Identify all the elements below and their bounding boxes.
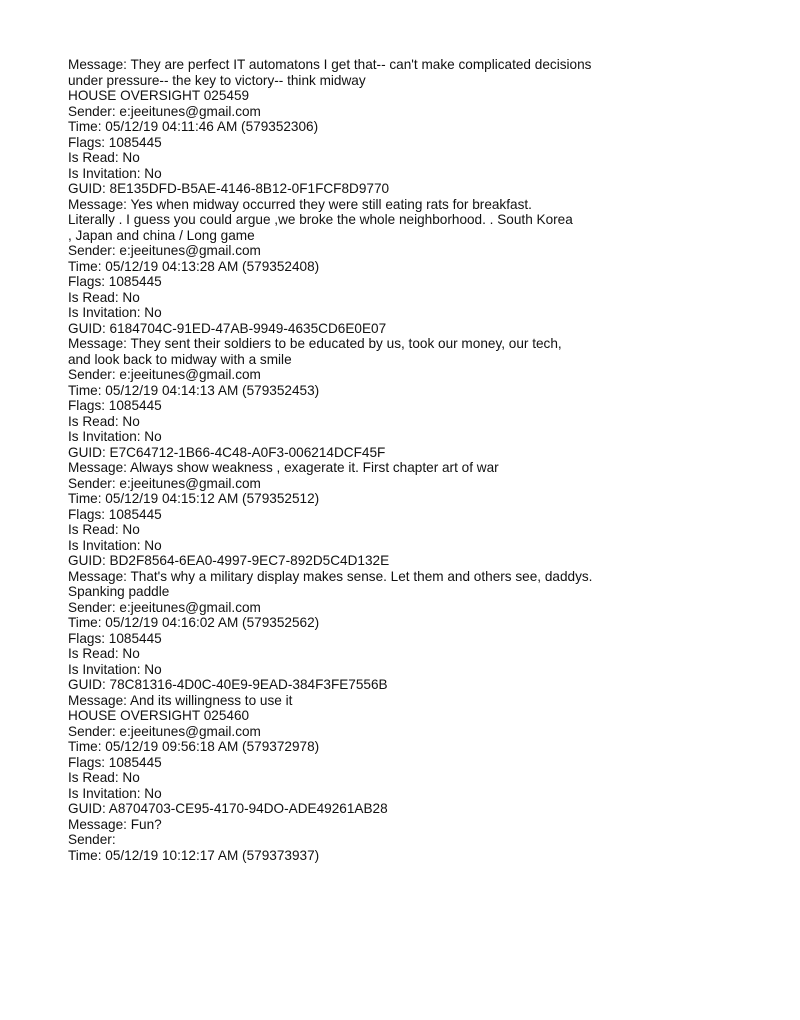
guid-line: GUID: BD2F8564-6EA0-4997-9EC7-892D5C4D132E xyxy=(68,553,390,568)
is-invitation-line: Is Invitation: No xyxy=(68,305,162,320)
message-continuation-line: Literally . I guess you could argue ,we broke the whole neighborhood. . South Korea xyxy=(68,212,573,227)
guid-line: GUID: 78C81316-4D0C-40E9-9EAD-384F3FE7556B xyxy=(68,677,388,692)
flags-line: Flags: 1085445 xyxy=(68,630,162,646)
flags-line: Flags: 1085445 xyxy=(68,506,162,522)
flags-line: Flags: 1085445 xyxy=(68,754,162,770)
time-line: Time: 05/12/19 04:15:12 AM (579352512) xyxy=(68,491,320,506)
message-continuation-line: Spanking paddle xyxy=(68,584,170,599)
is-read-line: Is Read: No xyxy=(68,646,140,661)
message-line: Message: Always show weakness , exagerate it. First chapter art of war xyxy=(68,460,499,475)
message-line: Message: They sent their soldiers to be educated by us, took our money, our tech, xyxy=(68,336,562,351)
message-line: Message: And its willingness to use it xyxy=(68,692,293,708)
is-invitation-line: Is Invitation: No xyxy=(68,537,162,553)
flags-line: Flags: 1085445 xyxy=(68,398,162,413)
time-line: Time: 05/12/19 04:11:46 AM (579352306) xyxy=(68,119,319,134)
is-read-line: Is Read: No xyxy=(68,150,140,165)
sender-line: Sender: e:jeeitunes@gmail.com xyxy=(68,599,261,615)
time-line: Time: 05/12/19 04:13:28 AM (579352408) xyxy=(68,258,320,274)
message-continuation-line: under pressure-- the key to victory-- think midway xyxy=(68,72,366,88)
sender-line: Sender: e:jeeitunes@gmail.com xyxy=(68,103,261,119)
flags-line: Flags: 1085445 xyxy=(68,274,162,289)
guid-line: GUID: 6184704C-91ED-47AB-9949-4635CD6E0E07 xyxy=(68,320,387,336)
time-line: Time: 05/12/19 10:12:17 AM (579373937) xyxy=(68,847,320,863)
time-line: Time: 05/12/19 04:16:02 AM (579352562) xyxy=(68,615,320,630)
message-line: Message: Fun? xyxy=(68,816,162,832)
sender-line: Sender: xyxy=(68,832,116,847)
guid-line: GUID: 8E135DFD-B5AE-4146-8B12-0F1FCF8D9770 xyxy=(68,181,390,196)
is-invitation-line: Is Invitation: No xyxy=(68,165,162,181)
flags-line: Flags: 1085445 xyxy=(68,134,162,150)
guid-line: GUID: E7C64712-1B66-4C48-A0F3-006214DCF45F xyxy=(68,444,386,460)
time-line: Time: 05/12/19 04:14:13 AM (579352453) xyxy=(68,382,320,398)
message-line: Message: They are perfect IT automatons I get that-- can't make complicated decisions xyxy=(68,57,592,72)
message-continuation-line: and look back to midway with a smile xyxy=(68,351,292,367)
message-line: Message: Yes when midway occurred they were still eating rats for breakfast. xyxy=(68,196,532,212)
message-log-document xyxy=(68,57,728,863)
bates-stamp: HOUSE OVERSIGHT 025460 xyxy=(68,708,250,723)
is-read-line: Is Read: No xyxy=(68,522,140,537)
sender-line: Sender: e:jeeitunes@gmail.com xyxy=(68,723,261,739)
is-invitation-line: Is Invitation: No xyxy=(68,429,162,444)
message-continuation-line: , Japan and china / Long game xyxy=(68,227,255,243)
is-invitation-line: Is Invitation: No xyxy=(68,661,162,677)
sender-line: Sender: e:jeeitunes@gmail.com xyxy=(68,475,261,491)
is-invitation-line: Is Invitation: No xyxy=(68,785,162,801)
bates-stamp: HOUSE OVERSIGHT 025459 xyxy=(68,88,250,103)
guid-line: GUID: A8704703-CE95-4170-94DO-ADE49261AB28 xyxy=(68,801,388,816)
is-read-line: Is Read: No xyxy=(68,289,140,305)
is-read-line: Is Read: No xyxy=(68,413,140,429)
sender-line: Sender: e:jeeitunes@gmail.com xyxy=(68,367,261,382)
message-line: Message: That's why a military display makes sense. Let them and others see, daddys. xyxy=(68,568,593,584)
time-line: Time: 05/12/19 09:56:18 AM (579372978) xyxy=(68,739,320,754)
is-read-line: Is Read: No xyxy=(68,770,140,785)
sender-line: Sender: e:jeeitunes@gmail.com xyxy=(68,243,261,258)
